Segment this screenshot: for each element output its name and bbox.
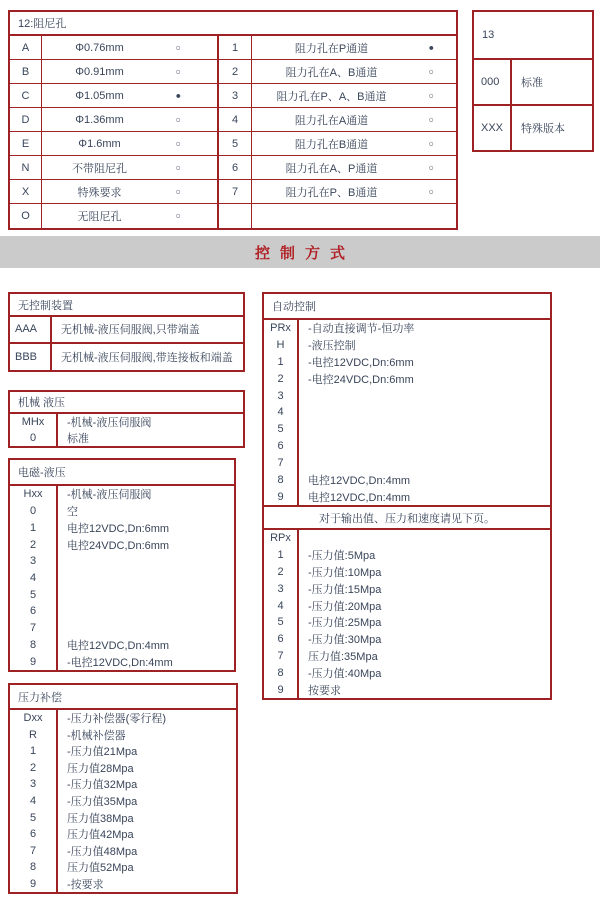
table-row: [264, 337, 550, 354]
row-code: 4: [264, 404, 299, 421]
auto-control-table: [262, 292, 552, 700]
circle-mark: ○: [175, 42, 181, 52]
row-desc: [252, 84, 456, 107]
row-desc: [58, 553, 234, 570]
row-desc: -电控12VDC,Dn:6mm: [308, 357, 414, 370]
version-table: [472, 10, 594, 152]
circle-mark: ○: [175, 210, 181, 221]
row-code: 1: [264, 354, 299, 371]
row-code: 6: [219, 156, 252, 179]
row-desc: 按要求: [308, 684, 341, 697]
table-row: [474, 106, 592, 150]
auto-control-note: 对于输出值、压力和速度请见下页。: [264, 505, 550, 530]
table-row: [10, 603, 234, 620]
table-row: [10, 430, 243, 446]
table-row: [10, 570, 234, 587]
row-desc-text: Φ1.36mm: [75, 113, 124, 126]
table-row: [264, 455, 550, 472]
row-desc: 无机械-液压伺服阀,只带端盖: [61, 324, 200, 337]
version-table-title: 13: [474, 12, 592, 60]
table-row: [264, 471, 550, 488]
row-desc: [42, 108, 217, 131]
table-row: [10, 776, 236, 793]
row-code: 7: [219, 180, 252, 203]
row-desc-text: 阻力孔在P通道: [294, 42, 369, 55]
table-row: [10, 132, 217, 156]
table-row: [264, 488, 550, 505]
table-row: [10, 826, 236, 843]
row-desc: [299, 421, 550, 438]
row-desc: -电控24VDC,Dn:6mm: [308, 373, 414, 386]
table-row: [10, 108, 217, 132]
row-code: 3: [264, 580, 299, 597]
row-code: O: [10, 204, 42, 228]
circle-mark: ○: [428, 186, 434, 196]
row-code: 3: [10, 776, 58, 793]
row-desc: [42, 180, 217, 203]
auto-control-rpx-body: [264, 530, 550, 698]
row-code: 9: [10, 653, 58, 670]
row-code: 2: [10, 536, 58, 553]
row-code: 000: [474, 60, 512, 104]
circle-mark: ○: [175, 138, 181, 148]
row-desc-text: Φ1.05mm: [75, 89, 124, 102]
row-desc: 电控12VDC,Dn:6mm: [67, 522, 170, 535]
row-desc: -压力值32Mpa: [67, 779, 138, 792]
row-code: 5: [10, 809, 58, 826]
row-code: 6: [10, 603, 58, 620]
table-row: [10, 180, 217, 204]
row-desc: [299, 404, 550, 421]
row-desc: -压力值:10Mpa: [308, 566, 382, 579]
row-desc: 电控12VDC,Dn:4mm: [308, 491, 411, 504]
row-desc: 电控12VDC,Dn:4mm: [67, 639, 170, 652]
table-row: [10, 842, 236, 859]
table-row: [10, 536, 234, 553]
row-desc: -压力值:15Mpa: [308, 583, 382, 596]
row-desc-text: 阻力孔在B通道: [294, 138, 369, 151]
row-code: 2: [264, 564, 299, 581]
row-desc: -机械-液压伺服阀: [67, 489, 152, 502]
row-desc: 无机械-液压伺服阀,带连接板和端盖: [61, 351, 233, 364]
row-code: 1: [10, 519, 58, 536]
table-row: [264, 580, 550, 597]
no-control-body: [10, 317, 243, 370]
row-code: 0: [10, 430, 58, 446]
electromagnetic-hydraulic-body: [10, 486, 234, 670]
row-code: B: [10, 60, 42, 83]
row-desc: [299, 455, 550, 472]
row-desc: 电控12VDC,Dn:4mm: [308, 474, 411, 487]
row-code: 4: [10, 570, 58, 587]
table-row: [264, 438, 550, 455]
row-desc: 压力值38Mpa: [67, 812, 134, 825]
row-desc-text: 阻力孔在P、B通道: [285, 186, 378, 199]
row-code: Dxx: [10, 710, 58, 727]
table-row: [10, 586, 234, 603]
row-code: 6: [264, 438, 299, 455]
row-code: 0: [10, 503, 58, 520]
row-desc: [252, 204, 456, 228]
circle-mark: ○: [428, 114, 434, 124]
section-banner: [0, 236, 600, 268]
row-desc: [58, 570, 234, 587]
row-desc: [58, 620, 234, 637]
circle-mark: ○: [428, 138, 434, 148]
row-desc: -压力值:30Mpa: [308, 634, 382, 647]
section-banner-label: 控制方式: [254, 244, 355, 262]
table-row: [10, 317, 243, 344]
table-row: [10, 84, 217, 108]
row-desc-text: 不带阻尼孔: [72, 162, 127, 175]
row-code: 6: [264, 631, 299, 648]
table-row: [10, 503, 234, 520]
row-code: 8: [264, 664, 299, 681]
row-desc: [252, 60, 456, 83]
table-row: [10, 809, 236, 826]
circle-mark: ○: [175, 66, 181, 76]
row-code: AAA: [10, 317, 52, 342]
mechanical-hydraulic-table: [8, 390, 245, 448]
row-code: 5: [264, 421, 299, 438]
row-desc: [252, 36, 456, 59]
row-desc: [42, 132, 217, 155]
row-desc: [58, 603, 234, 620]
table-row: [219, 180, 456, 204]
row-desc-text: 特殊要求: [77, 186, 122, 199]
row-code: 6: [10, 826, 58, 843]
table-row: [10, 743, 236, 760]
row-code: 4: [219, 108, 252, 131]
row-desc: 特殊版本: [521, 123, 565, 135]
electromagnetic-hydraulic-table: [8, 458, 236, 672]
table-row: [10, 344, 243, 371]
damping-left-rows: [10, 36, 217, 228]
row-code: MHx: [10, 414, 58, 430]
row-code: PRx: [264, 320, 299, 337]
row-desc: [42, 36, 217, 59]
table-row: [219, 84, 456, 108]
row-code: 3: [10, 553, 58, 570]
row-desc: [42, 60, 217, 83]
row-code: [219, 204, 252, 228]
table-row: [264, 681, 550, 698]
row-desc: 压力值52Mpa: [67, 862, 134, 875]
electromagnetic-hydraulic-title: 电磁-液压: [10, 460, 234, 486]
row-desc: [42, 84, 217, 107]
table-row: [264, 421, 550, 438]
table-row: [264, 530, 550, 547]
row-code: A: [10, 36, 42, 59]
no-control-title: 无控制装置: [10, 294, 243, 317]
row-code: 2: [219, 60, 252, 83]
row-desc: [42, 156, 217, 179]
table-row: [474, 60, 592, 106]
row-desc: -电控12VDC,Dn:4mm: [67, 656, 173, 669]
row-desc: [299, 438, 550, 455]
version-table-body: [474, 60, 592, 150]
row-code: 4: [10, 793, 58, 810]
no-control-table: [8, 292, 245, 372]
table-row: [10, 793, 236, 810]
row-desc: [252, 132, 456, 155]
row-desc: [58, 586, 234, 603]
table-row: [10, 620, 234, 637]
row-desc: -压力值:20Mpa: [308, 600, 382, 613]
row-desc: [299, 387, 550, 404]
row-code: 7: [10, 842, 58, 859]
row-desc: -压力值:40Mpa: [308, 667, 382, 680]
table-row: [10, 727, 236, 744]
row-code: 1: [219, 36, 252, 59]
row-desc: 压力值42Mpa: [67, 829, 134, 842]
table-row: [264, 564, 550, 581]
row-code: 7: [264, 648, 299, 665]
row-desc: -压力值48Mpa: [67, 845, 138, 858]
row-code: 7: [264, 455, 299, 472]
row-code: 2: [264, 370, 299, 387]
row-code: 5: [10, 586, 58, 603]
table-row: [264, 648, 550, 665]
table-row: [10, 519, 234, 536]
damping-right-rows: [217, 36, 456, 228]
table-row: [10, 553, 234, 570]
circle-mark: ○: [428, 66, 434, 76]
row-code: RPx: [264, 530, 299, 547]
table-row: [10, 637, 234, 654]
row-desc: 标准: [521, 77, 543, 89]
table-row: [219, 156, 456, 180]
circle-mark: ○: [428, 162, 434, 172]
mechanical-hydraulic-title: 机械 液压: [10, 392, 243, 414]
row-desc: [252, 180, 456, 203]
row-code: N: [10, 156, 42, 179]
row-code: C: [10, 84, 42, 107]
row-desc: 标准: [67, 433, 89, 445]
circle-mark: ●: [428, 42, 434, 52]
row-desc-text: 阻力孔在A、B通道: [285, 66, 378, 79]
row-desc: [252, 108, 456, 131]
row-code: 1: [264, 547, 299, 564]
damping-table-title: 12:阻尼孔: [10, 12, 456, 36]
table-row: [264, 614, 550, 631]
row-code: E: [10, 132, 42, 155]
damping-hole-table: [8, 10, 458, 230]
table-row: [264, 597, 550, 614]
row-desc: -压力值:5Mpa: [308, 550, 376, 563]
table-row: [10, 414, 243, 430]
row-code: 4: [264, 597, 299, 614]
table-row: [10, 859, 236, 876]
row-code: 3: [219, 84, 252, 107]
table-row: [264, 320, 550, 337]
table-row: [264, 547, 550, 564]
table-row: [10, 875, 236, 892]
circle-mark: ●: [175, 90, 181, 100]
row-code: 5: [219, 132, 252, 155]
row-desc-text: Φ1.6mm: [78, 137, 121, 150]
table-row: [10, 486, 234, 503]
row-code: 2: [10, 760, 58, 777]
row-code: 7: [10, 620, 58, 637]
row-desc: 压力值28Mpa: [67, 762, 134, 775]
damping-table-body: [10, 36, 456, 228]
table-row: [264, 664, 550, 681]
row-desc: -机械补偿器: [67, 729, 126, 742]
row-desc: -压力补偿器(零行程): [67, 713, 166, 726]
table-row: [219, 204, 456, 228]
table-row: [10, 60, 217, 84]
row-code: D: [10, 108, 42, 131]
table-row: [219, 60, 456, 84]
table-row: [264, 387, 550, 404]
row-code: 9: [264, 681, 299, 698]
table-row: [264, 404, 550, 421]
row-desc: [299, 530, 550, 547]
row-desc-text: 阻力孔在P、A、B通道: [276, 90, 387, 103]
pressure-compensation-body: [10, 710, 236, 892]
row-desc: -液压控制: [308, 340, 356, 353]
row-code: BBB: [10, 344, 52, 371]
table-row: [264, 631, 550, 648]
table-row: [10, 156, 217, 180]
mechanical-hydraulic-body: [10, 414, 243, 446]
row-desc: 空: [67, 506, 78, 519]
row-code: 3: [264, 387, 299, 404]
row-code: 8: [264, 471, 299, 488]
circle-mark: ○: [175, 162, 181, 172]
row-desc-text: 阻力孔在A通道: [294, 114, 369, 127]
table-row: [219, 36, 456, 60]
row-code: X: [10, 180, 42, 203]
row-code: XXX: [474, 106, 512, 150]
row-desc-text: Φ0.76mm: [75, 41, 124, 54]
row-desc: 电控24VDC,Dn:6mm: [67, 539, 170, 552]
pressure-compensation-table: [8, 683, 238, 894]
circle-mark: ○: [175, 186, 181, 196]
table-row: [219, 132, 456, 156]
table-row: [10, 710, 236, 727]
row-desc: -压力值:25Mpa: [308, 617, 382, 630]
row-code: 9: [10, 875, 58, 892]
row-desc: -压力值35Mpa: [67, 795, 138, 808]
row-desc-text: Φ0.91mm: [75, 65, 124, 78]
row-desc: 压力值:35Mpa: [308, 650, 378, 663]
auto-control-prx-body: [264, 320, 550, 505]
row-desc: -按要求: [67, 878, 104, 891]
row-code: 5: [264, 614, 299, 631]
row-code: 8: [10, 859, 58, 876]
row-desc-text: 阻力孔在A、P通道: [285, 162, 378, 175]
table-row: [10, 204, 217, 228]
row-code: 9: [264, 488, 299, 505]
table-row: [264, 354, 550, 371]
row-code: 8: [10, 637, 58, 654]
circle-mark: ○: [428, 90, 434, 100]
row-code: 1: [10, 743, 58, 760]
row-code: R: [10, 727, 58, 744]
row-desc: [252, 156, 456, 179]
circle-mark: ○: [175, 114, 181, 124]
pressure-compensation-title: 压力补偿: [10, 685, 236, 710]
row-desc: [42, 204, 217, 228]
row-code: Hxx: [10, 486, 58, 503]
table-row: [10, 36, 217, 60]
table-row: [10, 653, 234, 670]
auto-control-title: 自动控制: [264, 294, 550, 320]
row-code: H: [264, 337, 299, 354]
row-desc: -机械-液压伺服阀: [67, 417, 152, 429]
table-row: [219, 108, 456, 132]
table-row: [264, 370, 550, 387]
row-desc-text: 无阻尼孔: [77, 211, 122, 223]
row-desc: -自动直接调节-恒功率: [308, 323, 415, 336]
table-row: [10, 760, 236, 777]
row-desc: -压力值21Mpa: [67, 746, 138, 759]
